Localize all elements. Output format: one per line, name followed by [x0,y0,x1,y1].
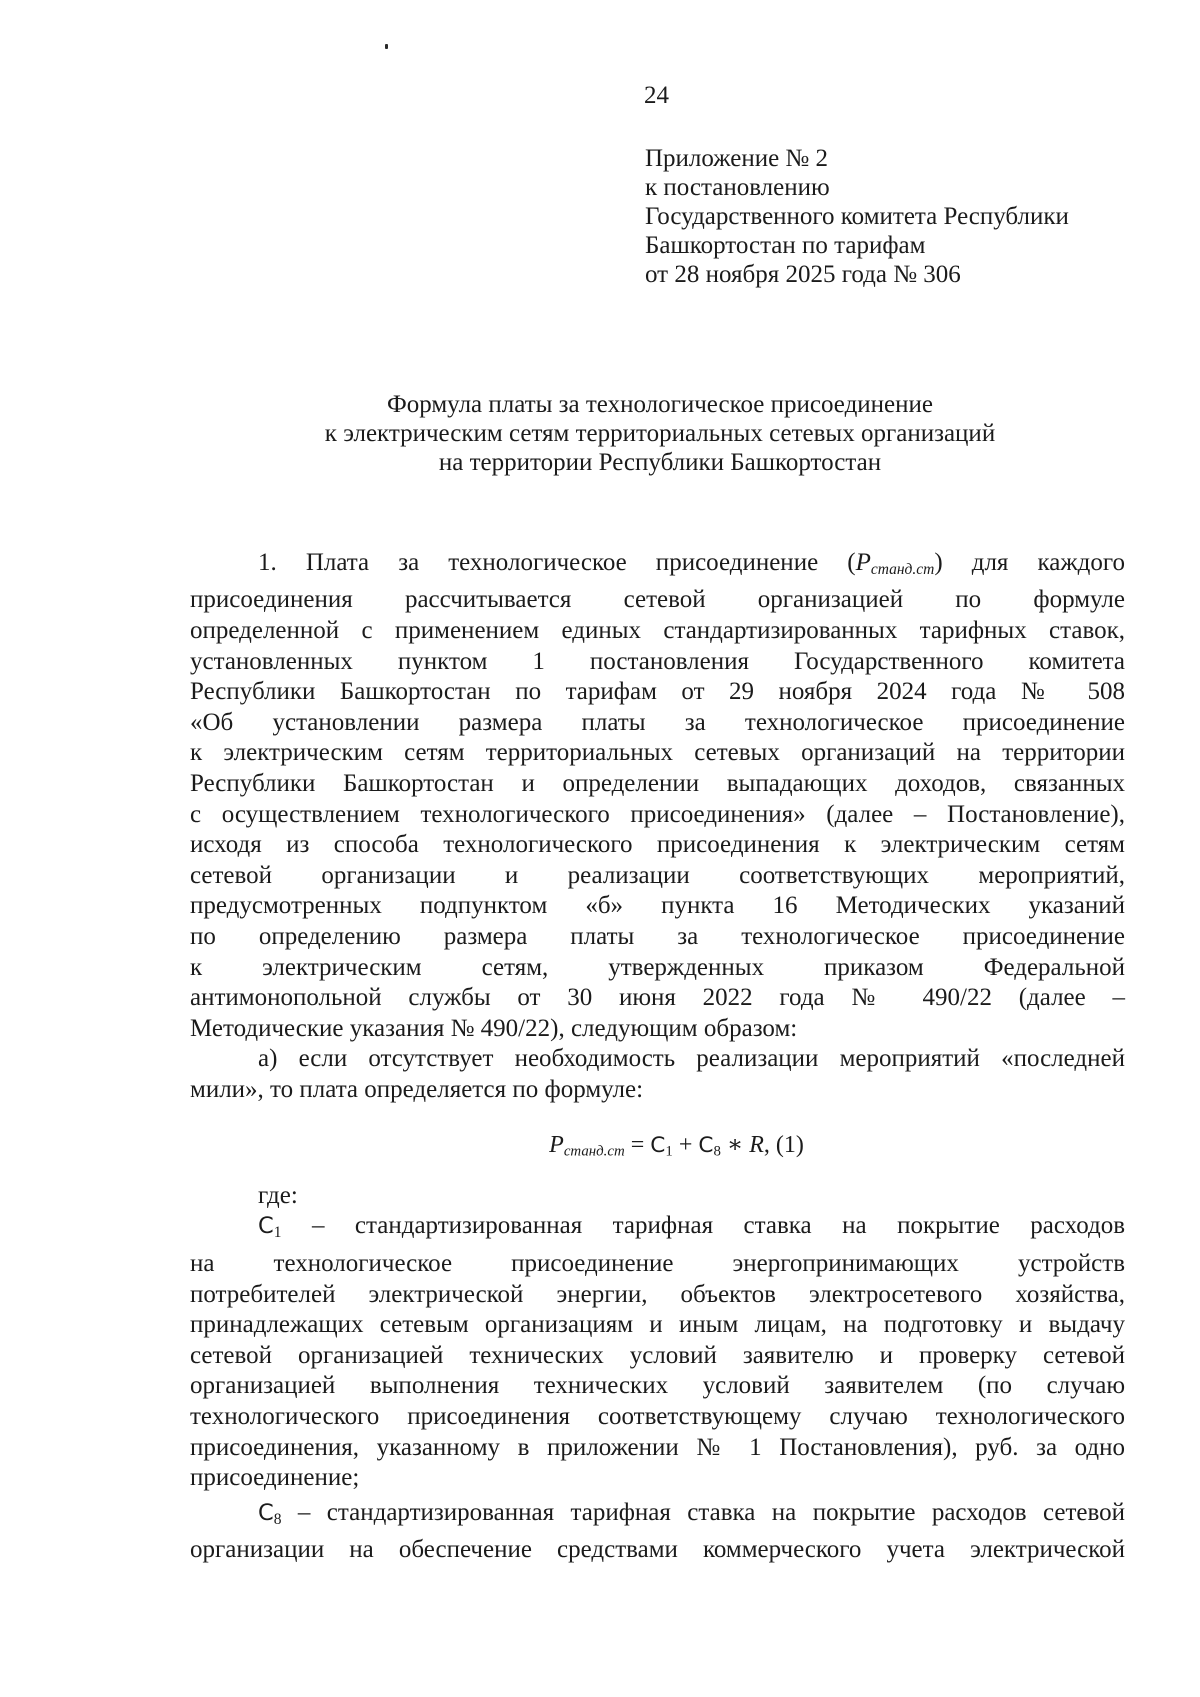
paragraph-line [190,1498,1125,1535]
paragraph-line [190,1211,1125,1248]
appendix-line: к постановлению [645,174,830,201]
paragraph-line: Республики Башкортостан по тарифам от 29 ноября 2024 года № 508 [190,678,1125,706]
formula-equals: = [624,1131,651,1158]
text-span: 1. Плата за технологическое присоединение ( [258,549,856,576]
formula-r-symbol: R [749,1131,764,1158]
title-line: к электрическим сетям территориальных сетевых организаций [324,420,996,447]
paragraph-line: принадлежащих сетевым организациям и иным лицам, на подготовку и выдачу [190,1311,1125,1339]
paragraph-line: антимонопольной службы от 30 июня 2022 года № 490/22 (далее – [190,984,1125,1012]
formula-price-subscript: станд.ст [563,1143,625,1160]
paragraph-line [190,548,1125,585]
c8-symbol: C [258,1499,274,1526]
paragraph-line: технологического присоединения соответствующему случаю технологического [190,1402,1125,1430]
paragraph-line: предусмотренных подпунктом «б» пункта 16 Методических указаний [190,892,1125,920]
formula-c1-subscript: 1 [665,1143,673,1160]
title-line: на территории Республики Башкортостан [438,449,882,476]
where-label: где: [258,1181,298,1209]
paragraph-line: Республики Башкортостан и определении выпадающих доходов, связанных [190,770,1125,798]
page-number: 24 [644,82,669,109]
paragraph-line: к электрическим сетям территориальных сетевых организаций на территории [190,739,1125,767]
paragraph-line: потребителей электрической энергии, объектов электросетевого хозяйства, [190,1280,1125,1308]
paragraph-line: установленных пунктом 1 постановления Государственного комитета [190,647,1125,675]
c8-subscript: 8 [273,1510,282,1528]
paragraph-line: по определению размера платы за технологическое присоединение [190,923,1125,950]
paragraph-line: а) если отсутствует необходимость реализации мероприятий «последней [258,1045,1125,1073]
paragraph-line: с осуществлением технологического присоединения» (далее – Постановление), [190,800,1125,828]
text-span: ) для каждого [934,549,1125,576]
paragraph-line: присоединения, указанному в приложении № 1 Постановления), руб. за одно [190,1433,1125,1461]
appendix-line: Государственного комитета Республики [645,203,1069,230]
formula-c8-subscript: 8 [713,1143,721,1160]
text-span: – стандартизированная тарифная ставка на покрытие расходов сетевой [281,1498,1125,1526]
formula-c8-symbol: C [698,1132,714,1158]
formula-c1-symbol: C [650,1132,666,1158]
paragraph-line: организации на обеспечение средствами коммерческого учета электрической [190,1536,1125,1564]
c1-subscript: 1 [273,1224,282,1242]
paragraph-line: присоединения рассчитывается сетевой организацией по формуле [190,586,1125,614]
scan-speck [385,44,388,49]
paragraph-line: сетевой организации и реализации соответствующих мероприятий, [190,861,1125,889]
title-line: Формула платы за технологическое присоединение [386,391,934,418]
formula-multiply: ∗ [720,1131,750,1158]
paragraph-line: организацией выполнения технических условий заявителем (по случаю [190,1372,1125,1400]
price-subscript: станд.ст [870,560,935,578]
formula-price-symbol: P [549,1131,564,1158]
price-symbol: P [855,549,871,576]
document-body [190,548,1125,1566]
paragraph-line: присоединение; [190,1464,360,1492]
appendix-header [645,144,1069,289]
paragraph-line: мили», то плата определяется по формуле: [190,1075,644,1103]
paragraph-line: «Об установлении размера платы за технологическое присоединение [190,708,1125,736]
text-span: – стандартизированная тарифная ставка на покрытие расходов [281,1212,1125,1240]
appendix-line: Приложение № 2 [645,145,829,172]
paragraph-line: на технологическое присоединение энергопринимающих устройств [190,1249,1125,1277]
formula-plus: + [672,1131,699,1158]
paragraph-line: к электрическим сетям, утвержденных приказом Федеральной [190,953,1125,981]
paragraph-line: сетевой организацией технических условий заявителю и проверку сетевой [190,1341,1125,1369]
appendix-line: от 28 ноября 2025 года № 306 [645,261,961,288]
document-title [200,390,1120,477]
formula [190,1106,1125,1181]
paragraph-line: Методические указания № 490/22), следующим образом: [190,1014,798,1042]
c1-symbol: C [258,1213,274,1240]
paragraph-line: определенной с применением единых стандартизированных тарифных ставок, [190,617,1125,645]
formula-number: , (1) [763,1131,804,1158]
paragraph-line: исходя из способа технологического присоединения к электрическим сетям [190,831,1125,859]
appendix-line: Башкортостан по тарифам [645,232,926,259]
